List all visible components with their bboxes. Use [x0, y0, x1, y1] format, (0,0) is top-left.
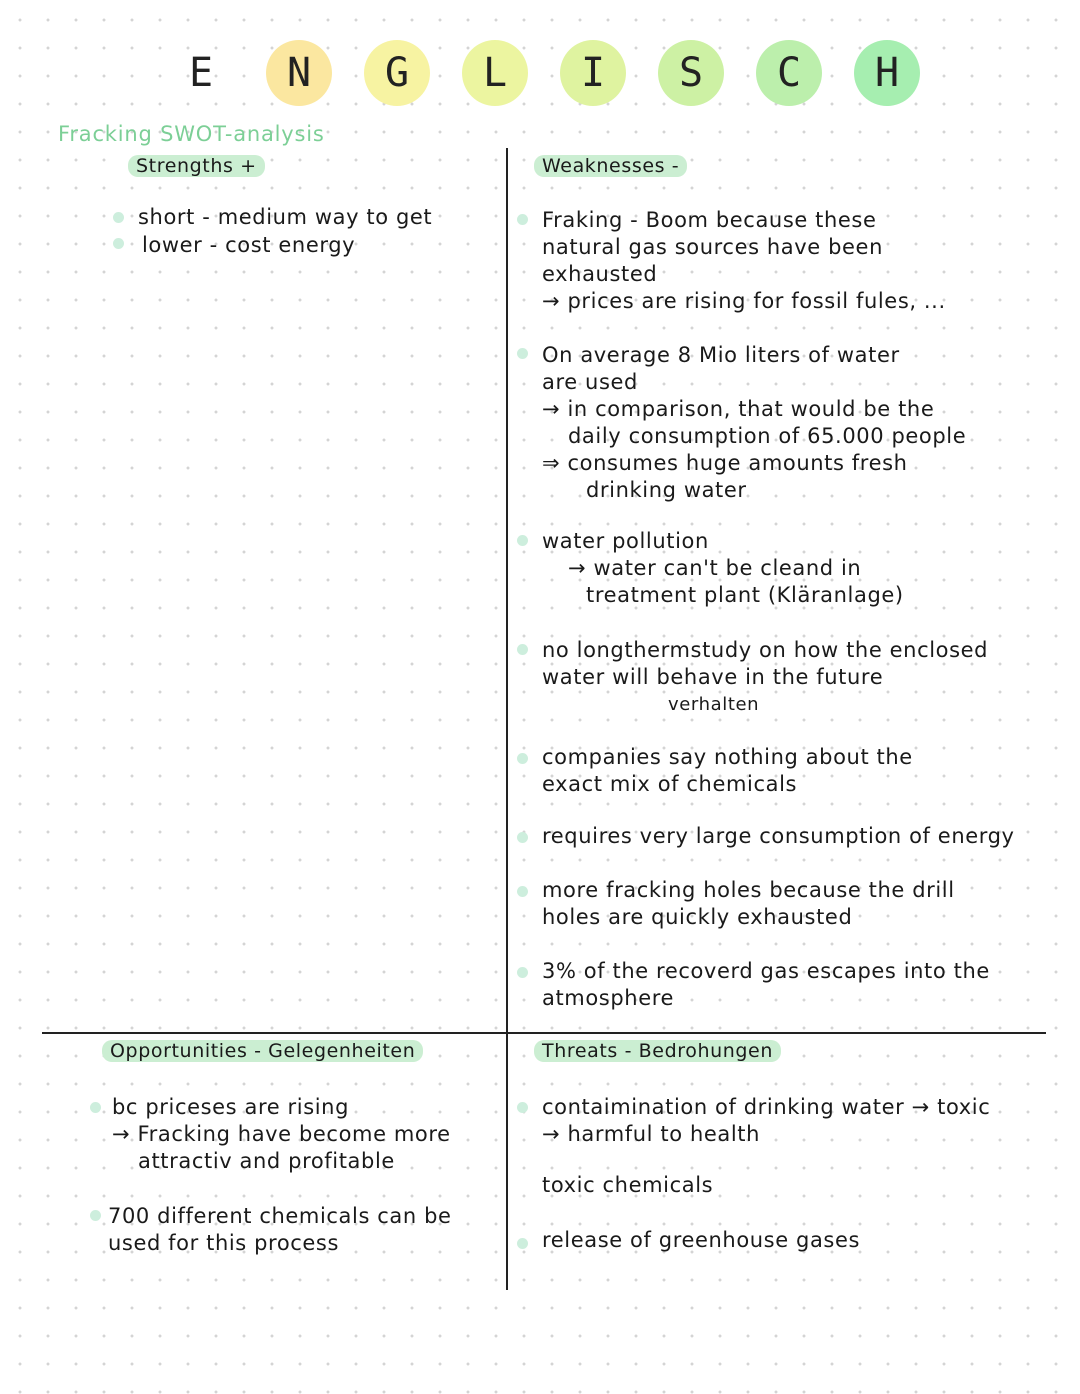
- bullet-icon: [517, 535, 528, 546]
- bullet-icon: [517, 214, 528, 225]
- title-letter-c: C: [756, 40, 822, 106]
- title-letter-g: G: [364, 40, 430, 106]
- strength-item: short - medium way to get: [138, 205, 433, 229]
- title-letter-l: L: [462, 40, 528, 106]
- threats-heading: [534, 1040, 781, 1062]
- strengths-heading: [128, 155, 265, 177]
- title-letter-e: E: [188, 50, 214, 96]
- title-letter-s: S: [658, 40, 724, 106]
- title-letter-i: I: [560, 40, 626, 106]
- weaknesses-heading-label: Weaknesses -: [534, 155, 687, 177]
- weakness-item: requires very large consumption of energy: [542, 824, 1015, 848]
- horizontal-divider: [42, 1032, 1046, 1034]
- bullet-icon: [517, 753, 528, 764]
- weaknesses-heading: [534, 155, 687, 177]
- bullet-icon: [113, 212, 124, 223]
- bullet-icon: [517, 348, 528, 359]
- vertical-divider: [506, 148, 508, 1290]
- bullet-icon: [517, 644, 528, 655]
- weakness-item: no longthermstudy on how the enclosed water will behave in the future verhalten: [542, 638, 989, 715]
- bullet-icon: [517, 1102, 528, 1113]
- subtitle: Fracking SWOT-analysis: [58, 122, 325, 146]
- title-letter-n: N: [266, 40, 332, 106]
- weakness-item: more fracking holes because the drill holes are quickly exhausted: [542, 878, 955, 929]
- opportunities-heading-label: Opportunities - Gelegenheiten: [102, 1040, 423, 1062]
- bullet-icon: [517, 886, 528, 897]
- threat-item: toxic chemicals: [542, 1173, 714, 1197]
- threat-item: release of greenhouse gases: [542, 1228, 861, 1252]
- weakness-item: companies say nothing about the exact mix of chemicals: [542, 745, 913, 796]
- bullet-icon: [90, 1102, 101, 1113]
- bullet-icon: [517, 1238, 528, 1249]
- bullet-icon: [90, 1210, 101, 1221]
- bullet-icon: [113, 238, 124, 249]
- weakness-item: water pollution → water can't be cleand in treatment plant (Kläranlage): [542, 529, 904, 607]
- opportunities-heading: [102, 1040, 423, 1062]
- opportunity-item: bc priceses are rising → Fracking have become more attractiv and profitable: [112, 1095, 451, 1173]
- threats-heading-label: Threats - Bedrohungen: [534, 1040, 781, 1062]
- strengths-heading-label: Strengths +: [128, 155, 265, 177]
- opportunity-item: 700 different chemicals can be used for this process: [108, 1204, 452, 1255]
- bullet-icon: [517, 967, 528, 978]
- weakness-item: Fraking - Boom because these natural gas sources have been exhausted → prices are rising for fossil fules, ...: [542, 208, 946, 313]
- bullet-icon: [517, 832, 528, 843]
- strength-item: lower - cost energy: [142, 233, 356, 257]
- title-letter-h: H: [854, 40, 920, 106]
- weakness-item: On average 8 Mio liters of water are used → in comparison, that would be the daily consumption of 65.000 people ⇒ consumes huge amounts fresh drinking water: [542, 343, 967, 502]
- threat-item: contaimination of drinking water → toxic → harmful to health: [542, 1095, 991, 1146]
- weakness-item: 3% of the recoverd gas escapes into the atmosphere: [542, 959, 990, 1010]
